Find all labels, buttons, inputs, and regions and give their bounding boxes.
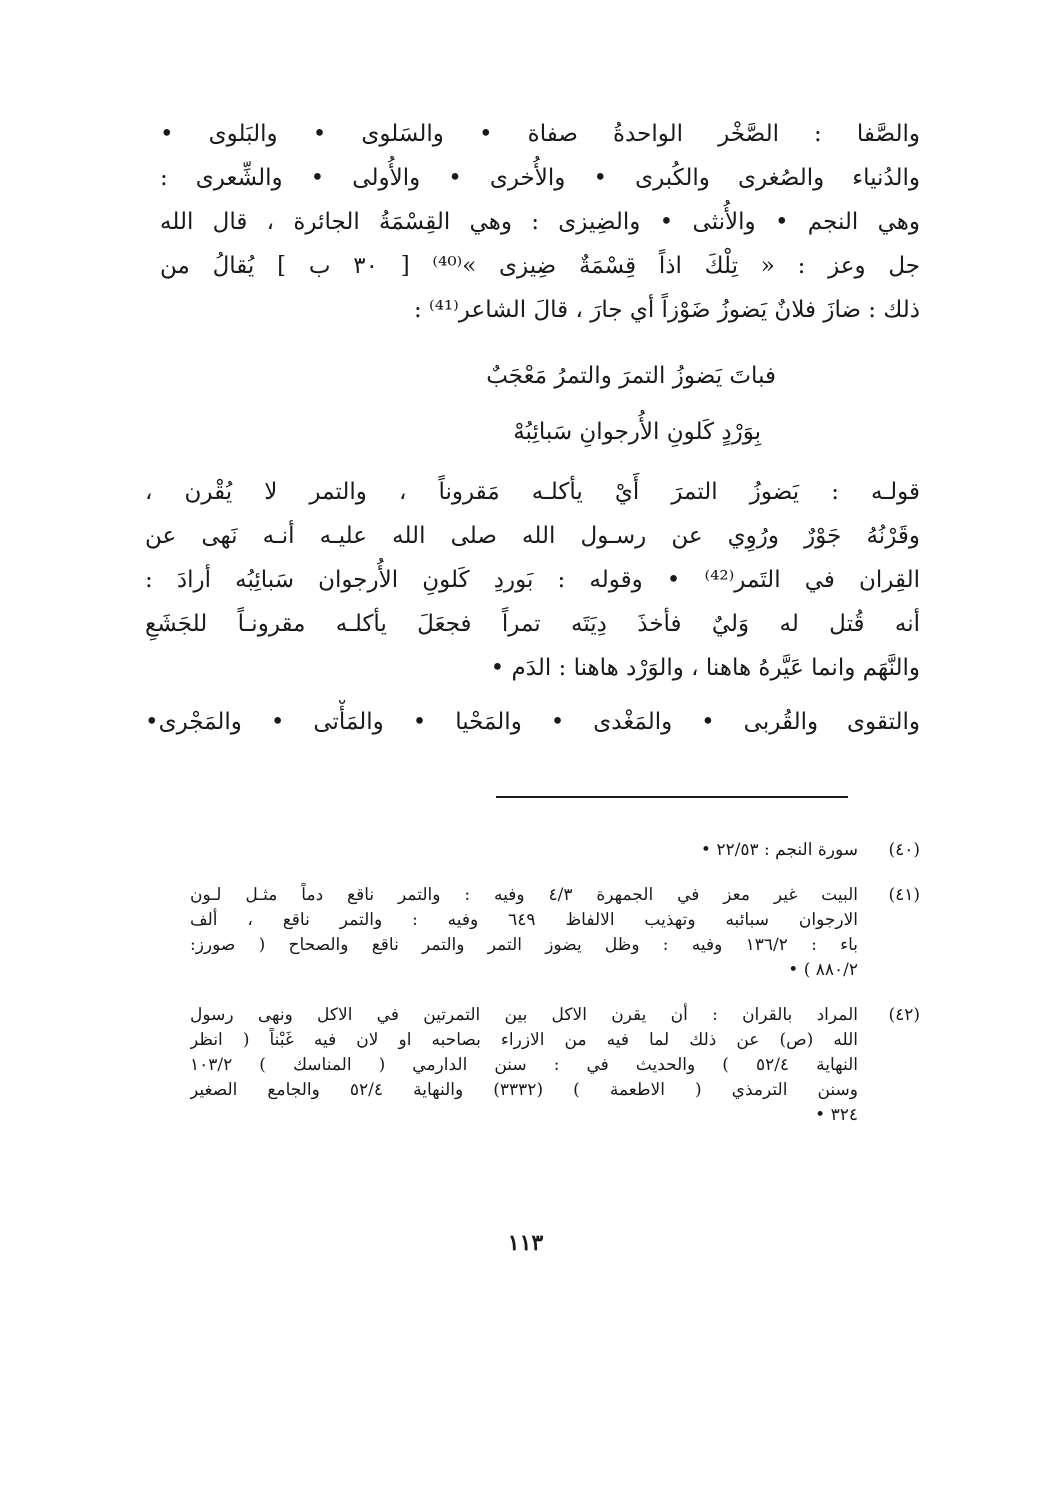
- text-line: القِران في التَمر⁽⁴²⁾ • وقوله : بَوردِ كَلونِ الأُرجوان سَبائِبُه أرادَ :: [145, 567, 920, 593]
- footnote-number: (٤٠): [888, 840, 920, 860]
- text-line: وهي النجم • والأُنثى • والضِيزى : وهي القِسْمَةُ الجائرة ، قال الله: [160, 209, 920, 235]
- footnote-line: وسنن الترمذي ( الاطعمة ) (٣٣٣٢) والنهاية ٥٢/٤ والجامع الصغير: [190, 1080, 858, 1100]
- footnote-line: المراد بالقران : أن يقرن الاكل بين التمرتين في الاكل ونهى رسول: [190, 1005, 858, 1025]
- verse-line-first: فباتَ يَضوزُ التمرَ والتمرُ مَعْجَبٌ: [486, 363, 776, 389]
- footnote-line: ٨٨٠/٢ ) •: [788, 960, 858, 980]
- poem-verse: [276, 348, 776, 460]
- footnote-line: سورة النجم : ٢٢/٥٣ •: [700, 840, 858, 860]
- text-line: والتقوى والقُربى • والمَغْدى • والمَحْيا • والمَأْتى • والمَجْرى•: [145, 709, 920, 735]
- text-line: والنَّهَم وانما عَيَّرهُ هاهنا ، والوَرْد هاهنا : الدَم •: [490, 655, 920, 681]
- footnote-text: [190, 883, 858, 983]
- text-line: جل وعز : « تِلْكَ اذاً قِسْمَةٌ ضِيزى »⁽⁴⁰⁾ [ ٣٠ ب ] يُقالُ من: [160, 253, 920, 279]
- footnote-line: البيت غير معز في الجمهرة ٤/٣ وفيه : والتمر ناقع دماً مثـل لـون: [190, 885, 858, 905]
- page-number: ١١٣: [507, 1230, 544, 1256]
- footnotes: [190, 838, 920, 1148]
- footnote-text: [190, 1003, 858, 1128]
- text-line: قولـه : يَضوزُ التمرَ أَيْ يأكلـه مَقروناً ، والتمر لا يُقْرن ،: [145, 479, 920, 505]
- footnote-41: [190, 883, 920, 983]
- footnote-separator: [496, 796, 848, 798]
- footnote-line: الارجوان سبائبه وتهذيب الالفاظ ٦٤٩ وفيه : والتمر ناقع ، ألف: [190, 910, 858, 930]
- footnote-line: الله (ص) عن ذلك لما فيه من الازراء بصاحبه او لان فيه غَبْناً ( انظر: [190, 1030, 858, 1050]
- verse-line-second: بِوَرْدٍ كَلونِ الأُرجوانِ سَبائِبُهْ: [513, 419, 761, 445]
- footnote-line: النهاية ٥٢/٤ ) والحديث في : سنن الدارمي ( المناسك ) ١٠٣/٢: [190, 1055, 858, 1075]
- text-line: وقَرْنُهُ جَوْرٌ ورُوِي عن رسـول الله صلى الله عليـه أنـه نَهى عن: [145, 523, 920, 549]
- footnote-number: (٤١): [888, 885, 920, 905]
- footnote-line: ٣٢٤ •: [815, 1105, 858, 1125]
- main-paragraph-3: [145, 700, 920, 744]
- text-line: أنه قُتل له وَليٌ فأخذَ دِيَتَه تمراً فجعَلَ يأكلـه مقرونـاً للجَشَعِ: [145, 611, 920, 637]
- text-line: والصَّفا : الصَّخْر الواحدةُ صفاة • والسَلوى • والبَلوى •: [160, 121, 920, 147]
- footnote-42: [190, 1003, 920, 1128]
- text-line: والدُنياء والصُغرى والكُبرى • والأُخرى • والأُولى • والشِّعرى :: [160, 165, 920, 191]
- footnote-number: (٤٢): [888, 1005, 920, 1025]
- footnote-text: [190, 838, 858, 863]
- main-paragraph-1: [160, 112, 920, 332]
- text-line: ذلك : ضازَ فلانٌ يَضوزُ ضَوْزاً أي جارَ ، قالَ الشاعر⁽⁴¹⁾ :: [413, 297, 920, 323]
- main-paragraph-2: [145, 470, 920, 690]
- footnote-line: باء : ١٣٦/٢ وفيه : وظل يضوز التمر والتمر ناقع والصحاح ( صورز:: [190, 935, 858, 955]
- footnote-40: [190, 838, 920, 863]
